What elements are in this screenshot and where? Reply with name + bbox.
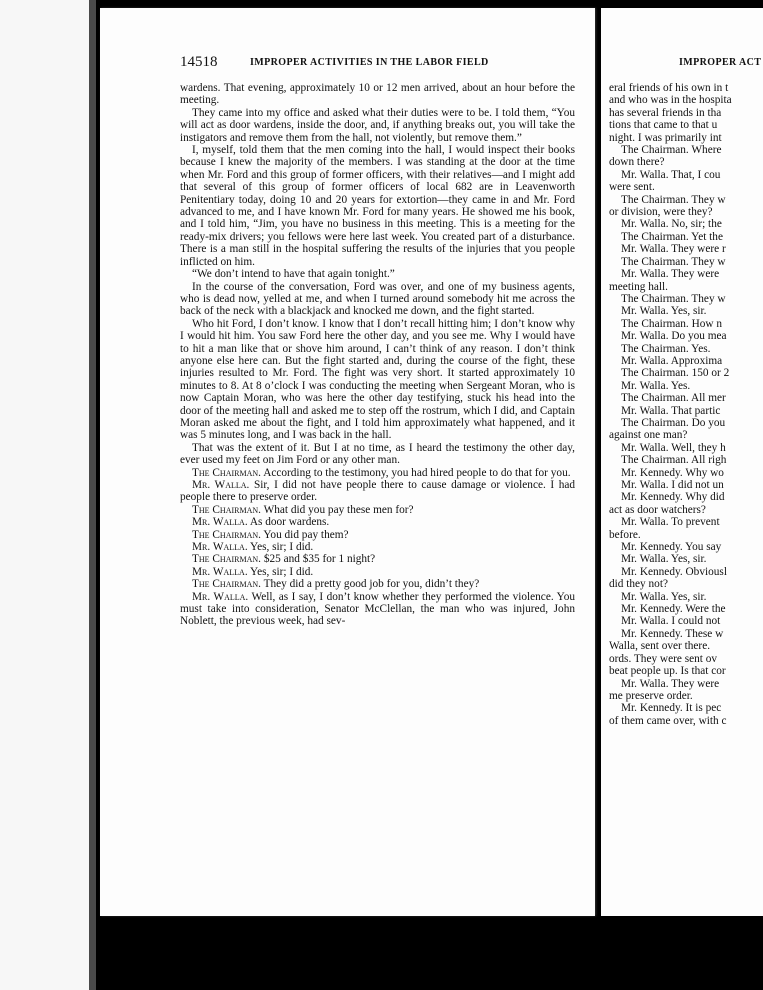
text-line: The Chairman. All mer xyxy=(621,392,726,405)
paragraph xyxy=(180,578,575,590)
speaker-name: Mr. Walla. xyxy=(192,541,248,554)
text-line: The Chairman. They w xyxy=(621,292,726,305)
paragraph-text: They did a pretty good job for you, didn’t they? xyxy=(263,578,480,591)
paragraph xyxy=(180,553,575,565)
text-line: The Chairman. They w xyxy=(621,193,726,206)
text-line: Mr. Walla. Well, they h xyxy=(621,441,726,454)
text-line: Mr. Kennedy. Why did xyxy=(621,491,725,504)
text-line: Mr. Walla. That, I cou xyxy=(621,168,721,181)
paragraph-text: Yes, sir; I did. xyxy=(250,565,314,578)
page-header xyxy=(180,54,583,72)
text-line: Mr. Walla. I could not xyxy=(621,615,721,628)
text-line: The Chairman. Where xyxy=(621,144,722,157)
text-line: tions that came to that u xyxy=(609,119,718,132)
text-line: Mr. Walla. Yes, sir. xyxy=(621,590,707,603)
paragraph-text: In the course of the conversation, Ford was over, and one of my business agents, who is dead now, yelled at me, and when I turned around somebody hit me across the back of the neck with a blackjack and knocked me down, and the fight started. xyxy=(180,280,575,318)
speaker-name: The Chairman. xyxy=(192,528,261,541)
speaker-name: Mr. Walla. xyxy=(192,516,248,529)
page-body xyxy=(180,82,575,628)
text-line: Mr. Kennedy. Why wo xyxy=(621,466,724,479)
text-line: Mr. Kennedy. These w xyxy=(621,627,724,640)
paragraph-text: That was the extent of it. But I at no time, as I heard the testimony the other day, ever used my feet on Jim Ford or any other man. xyxy=(180,441,575,467)
paragraph xyxy=(180,566,575,578)
right-page-body xyxy=(609,82,763,727)
paragraph-text: They came into my office and asked what their duties were to be. I told them, “You will act as door wardens, inside the door, and, if anything breaks out, you will take the instigators and remove them from the hall, not violently, but remove them.” xyxy=(180,106,575,144)
speaker-name: The Chairman. xyxy=(192,466,261,479)
speaker-name: The Chairman. xyxy=(192,503,261,516)
speaker-name: Mr. Walla. xyxy=(192,479,250,491)
paragraph-text: You did pay them? xyxy=(263,528,349,541)
text-line: against one man? xyxy=(609,429,688,442)
text-line: me preserve order. xyxy=(609,689,693,702)
text-line: Mr. Walla. They were xyxy=(621,268,720,281)
paragraph xyxy=(180,591,575,628)
speaker-name: Mr. Walla. xyxy=(192,565,248,578)
paragraph xyxy=(180,268,575,280)
speaker-name: The Chairman. xyxy=(192,553,261,566)
paragraph-text: According to the testimony, you had hired people to do that for you. xyxy=(263,466,571,479)
speaker-name: The Chairman. xyxy=(192,578,261,591)
scanner-margin xyxy=(0,0,96,990)
text-line: Mr. Walla. That partic xyxy=(621,404,721,417)
paragraph-text: What did you pay these men for? xyxy=(263,503,414,516)
page-number: 14518 xyxy=(180,54,218,70)
text-line: The Chairman. They w xyxy=(621,255,726,268)
left-page xyxy=(100,8,595,916)
text-line: Mr. Walla. No, sir; the xyxy=(621,218,722,231)
paragraph-text: wardens. That evening, approximately 10 or 12 men arrived, about an hour before the meeting. xyxy=(180,82,575,107)
text-line: down there? xyxy=(609,156,665,169)
text-line: Mr. Kennedy. Obviousl xyxy=(621,565,727,578)
paragraph-text: $25 and $35 for 1 night? xyxy=(263,553,376,566)
paragraph-text: Sir, I did not have people there to cause damage or violence. I had people there to preserve order. xyxy=(180,479,576,504)
text-line: Walla, sent over there. xyxy=(609,640,711,653)
paragraph xyxy=(180,281,575,318)
text-line: Mr. Walla. Do you mea xyxy=(621,330,727,343)
book-spine-edge xyxy=(89,0,96,990)
right-page xyxy=(601,8,763,916)
text-line: has several friends in tha xyxy=(609,106,722,119)
paragraph xyxy=(180,107,575,144)
paragraph xyxy=(180,516,575,528)
text-line: Mr. Walla. Approxima xyxy=(621,354,723,367)
text-line: Mr. Walla. To prevent xyxy=(621,516,720,529)
running-head: IMPROPER ACTIVITIES IN THE LABOR FIELD xyxy=(250,57,489,68)
paragraph xyxy=(180,541,575,553)
speaker-name: Mr. Walla. xyxy=(192,590,249,603)
text-line: beat people up. Is that cor xyxy=(609,665,726,678)
text-line: The Chairman. How n xyxy=(621,317,723,330)
text-line: Mr. Kennedy. It is pec xyxy=(621,702,722,715)
text-line: night. I was primarily int xyxy=(609,131,722,144)
text-line: Mr. Kennedy. You say xyxy=(621,541,722,554)
text-line: Mr. Walla. I did not un xyxy=(621,479,724,491)
text-line: Mr. Walla. Yes, sir. xyxy=(621,305,707,318)
paragraph xyxy=(180,82,575,107)
paragraph xyxy=(180,442,575,467)
right-running-head: IMPROPER ACT xyxy=(679,57,762,68)
text-line: Mr. Walla. They were xyxy=(621,677,720,690)
text-line: meeting hall. xyxy=(609,280,668,293)
text-line: The Chairman. Do you xyxy=(621,416,726,429)
text-line: before. xyxy=(609,528,641,541)
text-line: The Chairman. All righ xyxy=(621,454,727,467)
paragraph-text: “We don’t intend to have that again tonight.” xyxy=(192,268,395,281)
paragraph xyxy=(180,318,575,442)
text-line: and who was in the hospita xyxy=(609,94,732,107)
paragraph xyxy=(180,504,575,516)
paragraph xyxy=(180,144,575,268)
text-line: Mr. Kennedy. Were the xyxy=(621,603,726,616)
paragraph-text: Yes, sir; I did. xyxy=(250,541,314,554)
paragraph-text: As door wardens. xyxy=(249,516,330,529)
paragraph xyxy=(180,467,575,479)
text-line: act as door watchers? xyxy=(609,503,706,516)
paragraph-text: Well, as I say, I don’t know whether they performed the violence. You must take into consideration, Senator McClellan, the man who was injured, John Noblett, the previous week, had sev- xyxy=(180,590,575,628)
text-line: The Chairman. Yes. xyxy=(621,342,711,355)
paragraph xyxy=(180,479,575,504)
text-line: eral friends of his own in t xyxy=(609,82,729,94)
paragraph-text: Who hit Ford, I don’t know. I know that I don’t recall hitting him; I don’t know why I would hit him. You saw Ford here the other day, and you see me. Why I would have to hit a man like that or shove him around, I can’t think of any reason. I don’t think anyone else here can. But the fight started and, during the course of the fight, these injuries resulted to Mr. Ford. The fight was very short. It started approximately 10 minutes to 8. At 8 o’clock I was conducting the meeting when Sergeant Moran, who is now Captain Moran, who was here the other day testifying, stuck his head into the door of the meeting hall and asked me to step off the rostrum, which I did, and Captain Moran asked me about the fight, and I told him approximately what happened, and it was 5 minutes long, and I was back in the hall. xyxy=(180,317,575,442)
text-line: were sent. xyxy=(609,181,655,194)
text-line: Mr. Walla. Yes. xyxy=(621,379,691,392)
paragraph xyxy=(180,529,575,541)
text-line: The Chairman. 150 or 2 xyxy=(621,367,730,380)
text-line: did they not? xyxy=(609,578,668,591)
text-line: Mr. Walla. They were r xyxy=(621,243,726,256)
text-line: or division, were they? xyxy=(609,206,713,219)
text-line: Mr. Walla. Yes, sir. xyxy=(621,553,707,566)
paragraph-text: I, myself, told them that the men coming into the hall, I would inspect their books because I knew the majority of the members. I was standing at the door at the time when Mr. Ford and this group of former officers, with their relatives—and I might add that several of this group of former officers of local 682 are in Leavenworth Penitentiary today, doing 10 and 20 years for extortion—they came in and Mr. Ford advanced to me, and I have known Mr. Ford for many years. He showed me his book, and I told him, “Jim, you have no business in this meeting. This is a meeting for the ready-mix drivers; you fellows were here last week. You created part of a disturbance. There is a man still in the hospital suffering the results of the injuries that you people inflicted on him. xyxy=(180,144,575,268)
text-line: of them came over, with c xyxy=(609,714,727,727)
text-line: The Chairman. Yet the xyxy=(621,230,723,243)
text-line: ords. They were sent ov xyxy=(609,652,718,665)
